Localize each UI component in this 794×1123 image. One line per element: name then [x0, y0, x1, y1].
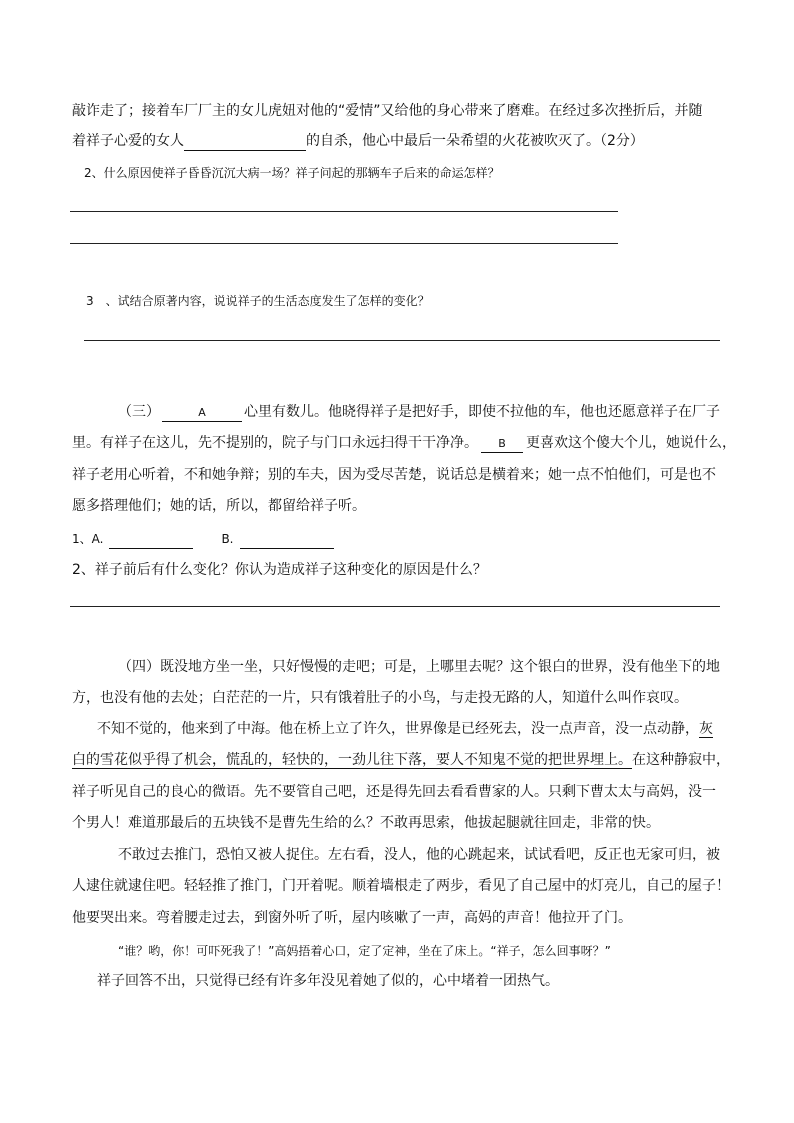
passage-line: 不敢过去推门，恐怕又被人捉住。左右看，没人，他的心跳起来，试试看吧，反正也无家可归，被 [118, 847, 720, 863]
blank-a[interactable]: A [162, 405, 242, 422]
passage-line: 方，也没有他的去处；白茫茫的一片，只有饿着肚子的小鸟，与走投无路的人，知道什么叫作哀叹。 [72, 690, 688, 706]
text-fragment: 不知不觉的，他来到了中海。他在桥上立了许久，世界像是已经死去，没一点声音，没一点动静， [97, 721, 699, 737]
passage-line: 祥子回答不出，只觉得已经有许多年没见着她了似的，心中堵着一团热气。 [97, 973, 559, 989]
passage-line [97, 719, 713, 739]
text-fragment: 在这种静寂中， [632, 752, 730, 768]
blank-b[interactable]: B [481, 436, 523, 453]
label-b: B. [221, 532, 234, 546]
underlined-sentence: 白的雪花似乎得了机会，慌乱的，轻快的，一劲儿往下落，要人不知鬼不觉的把世界埋上。 [72, 752, 632, 768]
underlined-sentence: 灰 [699, 721, 713, 737]
passage-line: 祥子听见自己的良心的微语。先不要管自己吧，还是得先回去看看曹家的人。只剩下曹太太与高妈，没一 [72, 784, 716, 800]
answer-blank-a[interactable] [109, 535, 193, 549]
answer-blank-b[interactable] [240, 535, 334, 549]
answer-line[interactable] [84, 340, 720, 341]
answer-line[interactable] [70, 211, 618, 212]
text-fragment: 更喜欢这个傻大个儿，她说什么， [526, 435, 736, 451]
passage-line: 愿多搭理他们；她的话，所以，都留给祥子听。 [72, 498, 366, 514]
section-label: （三） [118, 404, 160, 420]
text-fragment: 的自杀，他心中最后一朵希望的火花被吹灭了。（2分） [306, 133, 644, 149]
text-fragment: 里。有祥子在这儿，先不提别的，院子与门口永远扫得干干净净。 [72, 435, 478, 451]
answer-blank[interactable] [184, 134, 306, 151]
question-1 [72, 529, 334, 549]
passage-line: 人逮住就逮住吧。轻轻推了推门，门开着呢。顺着墙根走了两步，看见了自己屋中的灯亮儿，自己的屋子！ [72, 878, 730, 894]
passage-line-with-blank [72, 131, 644, 151]
passage-line: 他要哭出来。弯着腰走过去，到窗外听了听，屋内咳嗽了一声，高妈的声音！他拉开了门。 [72, 910, 632, 926]
text-fragment: 着祥子心爱的女人 [72, 133, 184, 149]
question-3: 3 、试结合原著内容，说说祥子的生活态度发生了怎样的变化？ [86, 294, 430, 308]
passage-line [72, 433, 736, 453]
question-2: 2、祥子前后有什么变化？你认为造成祥子这种变化的原因是什么？ [72, 562, 487, 578]
question-2: 2、什么原因使祥子昏昏沉沉大病一场？祥子问起的那辆车子后来的命运怎样？ [84, 166, 500, 180]
label-a: 1、A. [72, 532, 104, 546]
passage-line: （四）既没地方坐一坐，只好慢慢的走吧；可是，上哪里去呢？这个银白的世界，没有他坐下的地 [118, 659, 720, 675]
passage-line [72, 750, 730, 770]
passage-line [118, 402, 720, 422]
passage-line: “谁？哟，你！可吓死我了！”高妈捂着心口，定了定神，坐在了床上。“祥子，怎么回事呀？” [118, 944, 611, 958]
text-fragment: 心里有数儿。他晓得祥子是把好手，即使不拉他的车，他也还愿意祥子在厂子 [244, 404, 720, 420]
answer-line[interactable] [70, 606, 720, 607]
passage-line: 祥子老用心听着，不和她争辩；别的车夫，因为受尽苦楚，说话总是横着来；她一点不怕他们，可是也不 [72, 467, 716, 483]
passage-line: 敲诈走了；接着车厂厂主的女儿虎妞对他的“爱情”又给他的身心带来了磨难。在经过多次挫折后，并随 [72, 103, 703, 119]
passage-line: 个男人！难道那最后的五块钱不是曹先生给的么？不敢再思索，他拔起腿就往回走，非常的快。 [72, 815, 660, 831]
answer-line[interactable] [70, 243, 618, 244]
